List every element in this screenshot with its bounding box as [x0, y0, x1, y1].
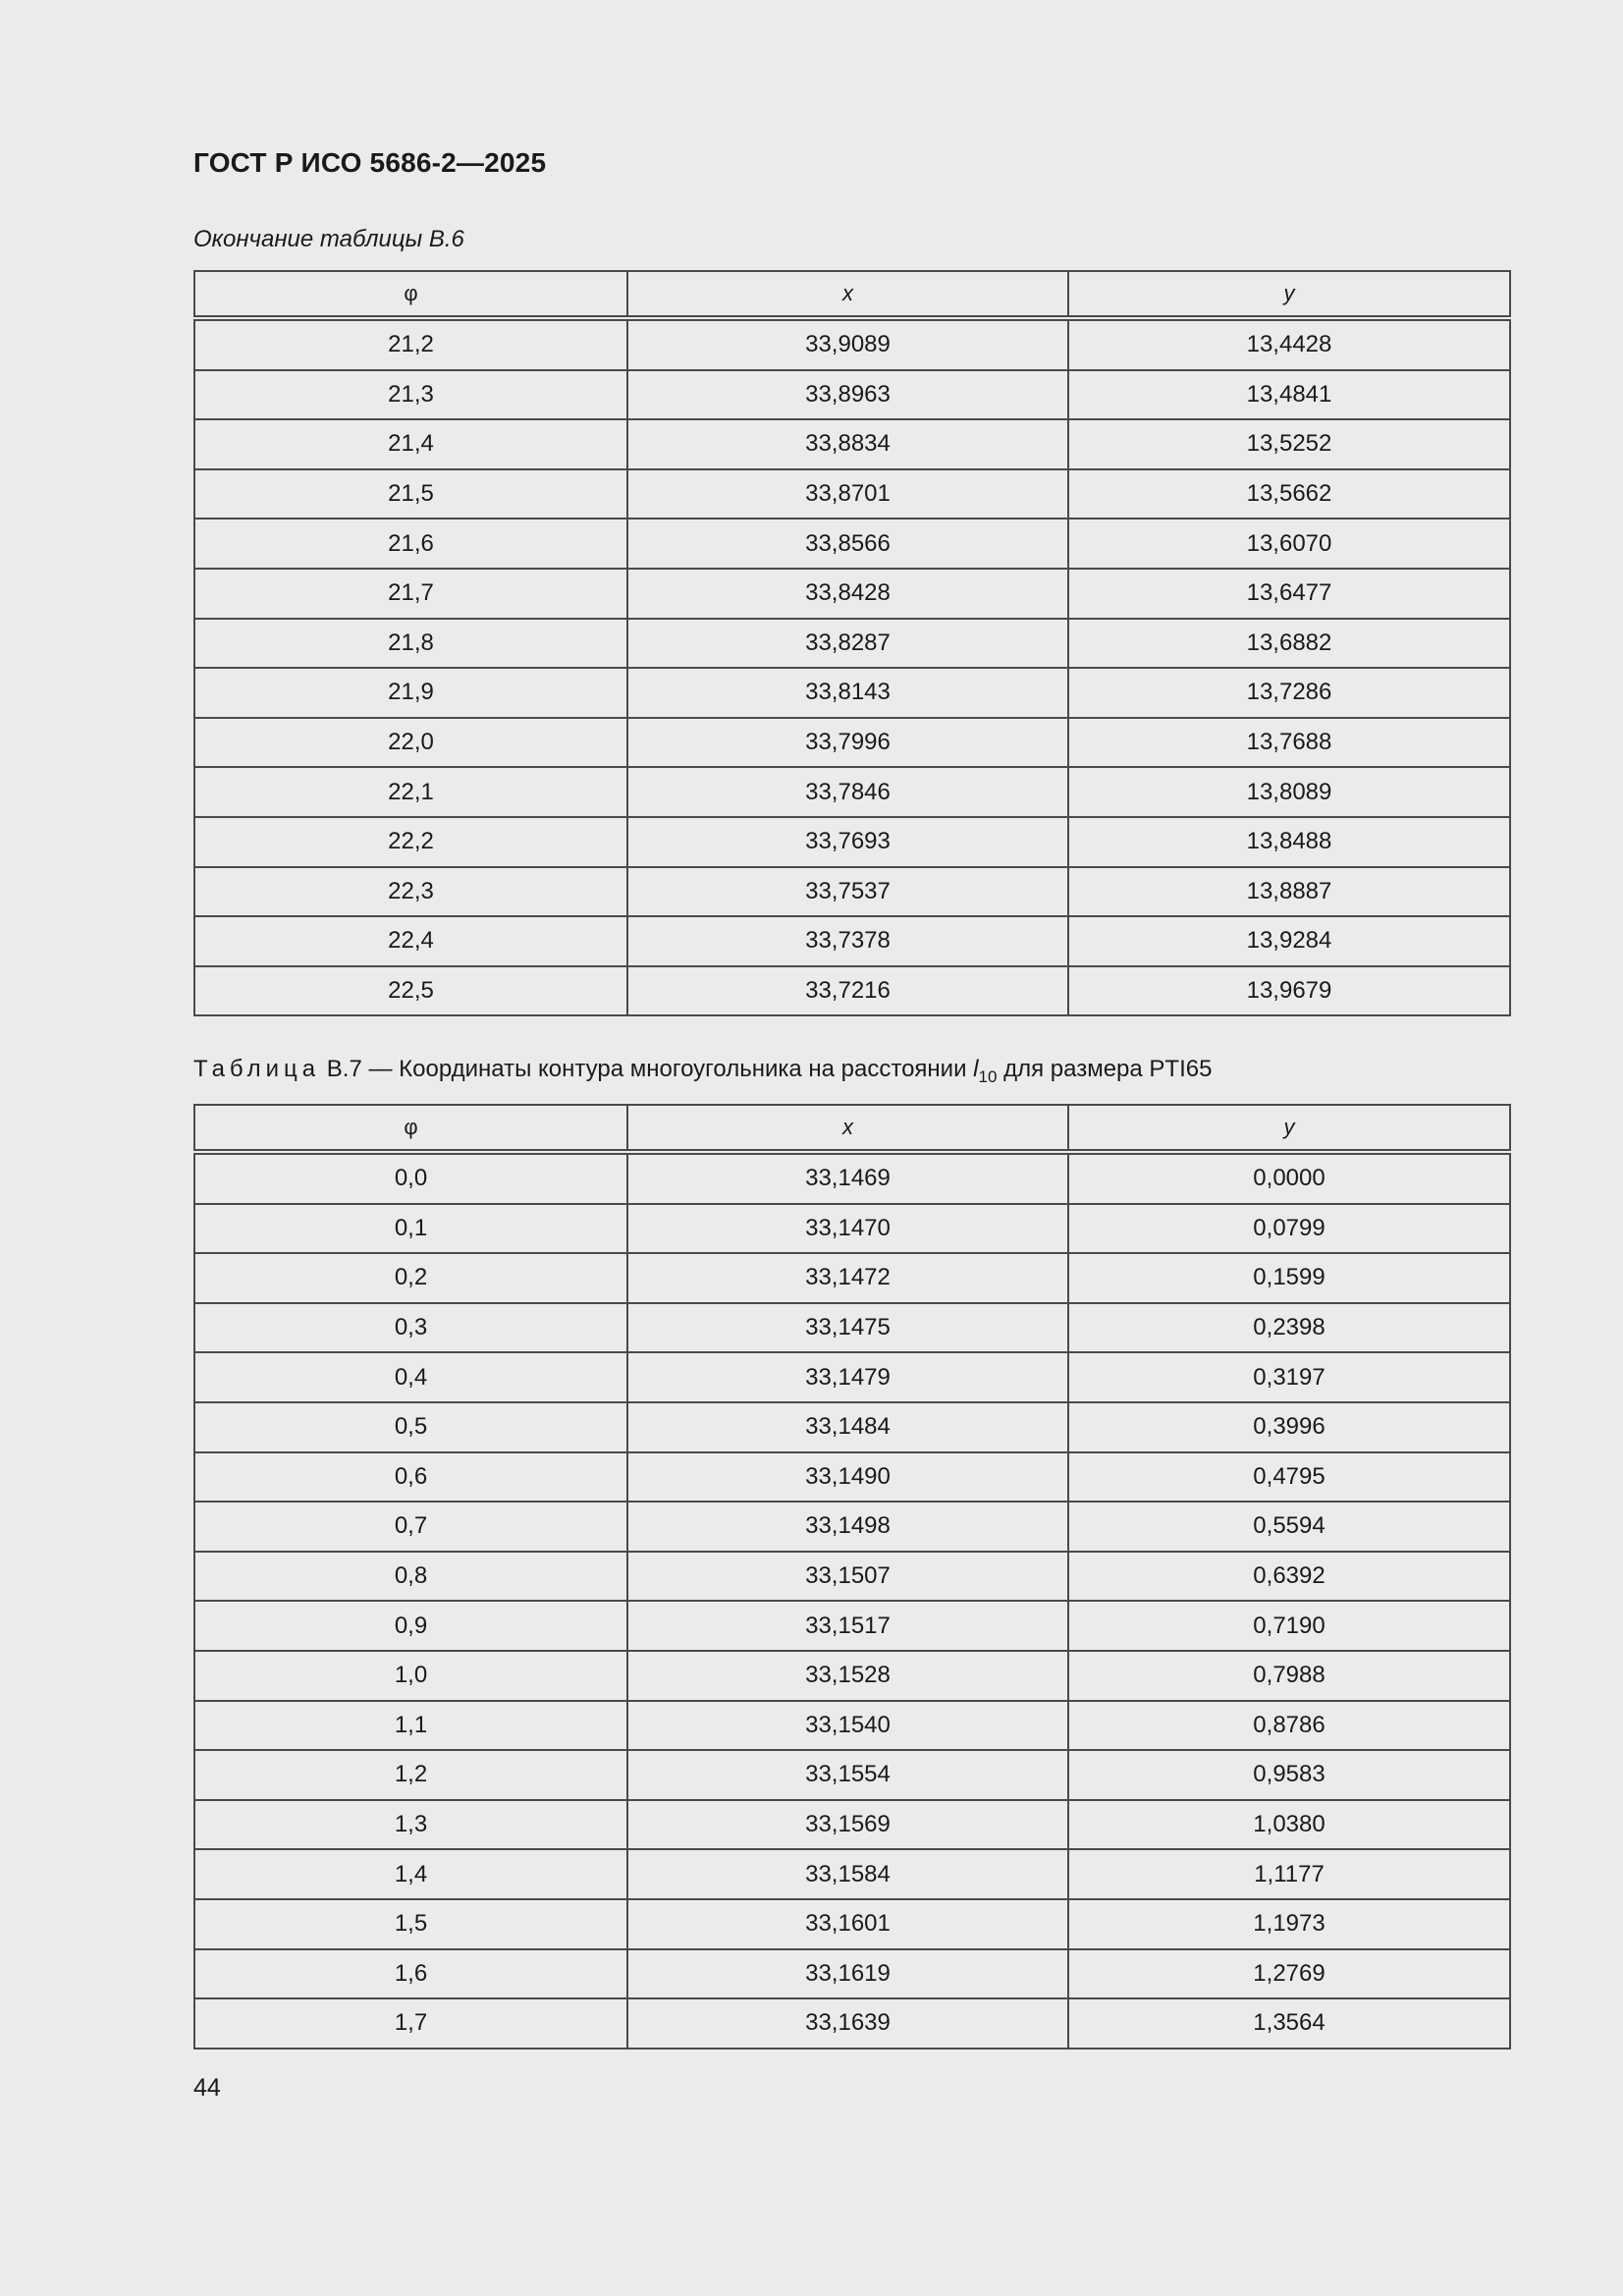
- column-header-phi: φ: [194, 1105, 627, 1152]
- cell-y: 13,7286: [1068, 668, 1510, 718]
- table-row: [194, 1651, 1510, 1701]
- cell-x: 33,7216: [627, 966, 1068, 1016]
- table-row: [194, 1750, 1510, 1800]
- cell-phi: 1,4: [194, 1849, 627, 1899]
- cell-x: 33,1619: [627, 1949, 1068, 1999]
- cell-x: 33,1554: [627, 1750, 1068, 1800]
- table-row: [194, 1303, 1510, 1353]
- cell-phi: 0,2: [194, 1253, 627, 1303]
- cell-x: 33,8701: [627, 469, 1068, 519]
- cell-phi: 1,1: [194, 1701, 627, 1751]
- page-number: 44: [193, 2074, 221, 2102]
- cell-x: 33,8566: [627, 519, 1068, 569]
- cell-x: 33,1472: [627, 1253, 1068, 1303]
- cell-y: 13,6070: [1068, 519, 1510, 569]
- cell-phi: 0,5: [194, 1402, 627, 1452]
- table-b6: [193, 270, 1511, 1016]
- cell-x: 33,1569: [627, 1800, 1068, 1850]
- cell-phi: 21,4: [194, 419, 627, 469]
- cell-phi: 0,3: [194, 1303, 627, 1353]
- table-row: [194, 1800, 1510, 1850]
- cell-y: 0,7988: [1068, 1651, 1510, 1701]
- table-row: [194, 916, 1510, 966]
- cell-phi: 1,2: [194, 1750, 627, 1800]
- cell-y: 13,5252: [1068, 419, 1510, 469]
- table-row: [194, 1402, 1510, 1452]
- cell-y: 1,1177: [1068, 1849, 1510, 1899]
- cell-x: 33,1601: [627, 1899, 1068, 1949]
- table-row: [194, 1899, 1510, 1949]
- table-row: [194, 1701, 1510, 1751]
- table-row: [194, 668, 1510, 718]
- cell-phi: 22,2: [194, 817, 627, 867]
- table-row: [194, 1452, 1510, 1503]
- table-row: [194, 519, 1510, 569]
- table-b7-caption: [193, 1056, 1212, 1087]
- table-row: [194, 469, 1510, 519]
- cell-x: 33,1517: [627, 1601, 1068, 1651]
- distance-subscript: 10: [978, 1066, 998, 1086]
- cell-phi: 1,6: [194, 1949, 627, 1999]
- cell-phi: 22,5: [194, 966, 627, 1016]
- cell-x: 33,7378: [627, 916, 1068, 966]
- cell-phi: 1,5: [194, 1899, 627, 1949]
- cell-y: 0,6392: [1068, 1552, 1510, 1602]
- table-title-end: для размера PTI65: [1003, 1056, 1213, 1082]
- cell-phi: 0,4: [194, 1352, 627, 1402]
- table-b7-body: [194, 1152, 1510, 2049]
- cell-phi: 21,7: [194, 569, 627, 619]
- table-row: [194, 1502, 1510, 1552]
- cell-x: 33,1498: [627, 1502, 1068, 1552]
- table-row: [194, 718, 1510, 768]
- cell-phi: 0,8: [194, 1552, 627, 1602]
- cell-x: 33,8143: [627, 668, 1068, 718]
- cell-y: 13,8488: [1068, 817, 1510, 867]
- table-row: [194, 867, 1510, 917]
- table-row: [194, 1949, 1510, 1999]
- table-header-row: [194, 1105, 1510, 1152]
- cell-phi: 21,9: [194, 668, 627, 718]
- cell-y: 13,5662: [1068, 469, 1510, 519]
- cell-x: 33,1469: [627, 1152, 1068, 1204]
- cell-phi: 1,0: [194, 1651, 627, 1701]
- table-row: [194, 767, 1510, 817]
- cell-y: 13,4841: [1068, 370, 1510, 420]
- column-header-x: x: [627, 271, 1068, 318]
- table-row: [194, 1601, 1510, 1651]
- cell-x: 33,1470: [627, 1204, 1068, 1254]
- column-header-y: y: [1068, 271, 1510, 318]
- cell-y: 0,4795: [1068, 1452, 1510, 1503]
- cell-y: 0,0000: [1068, 1152, 1510, 1204]
- distance-variable: l: [973, 1056, 979, 1082]
- cell-y: 0,0799: [1068, 1204, 1510, 1254]
- cell-phi: 1,3: [194, 1800, 627, 1850]
- table-label: Таблица: [193, 1056, 321, 1082]
- cell-x: 33,1507: [627, 1552, 1068, 1602]
- document-standard-id: ГОСТ Р ИСО 5686-2—2025: [193, 147, 547, 178]
- cell-y: 0,5594: [1068, 1502, 1510, 1552]
- cell-y: 0,2398: [1068, 1303, 1510, 1353]
- cell-x: 33,8287: [627, 619, 1068, 669]
- table-header-row: [194, 271, 1510, 318]
- table-row: [194, 1552, 1510, 1602]
- cell-phi: 22,1: [194, 767, 627, 817]
- table-row: [194, 569, 1510, 619]
- cell-y: 0,7190: [1068, 1601, 1510, 1651]
- cell-phi: 0,6: [194, 1452, 627, 1503]
- cell-y: 0,1599: [1068, 1253, 1510, 1303]
- cell-y: 0,9583: [1068, 1750, 1510, 1800]
- cell-phi: 1,7: [194, 1998, 627, 2049]
- cell-y: 0,8786: [1068, 1701, 1510, 1751]
- cell-y: 1,3564: [1068, 1998, 1510, 2049]
- cell-y: 13,7688: [1068, 718, 1510, 768]
- table-row: [194, 1152, 1510, 1204]
- table-row: [194, 1849, 1510, 1899]
- cell-x: 33,1584: [627, 1849, 1068, 1899]
- cell-phi: 21,6: [194, 519, 627, 569]
- cell-x: 33,1528: [627, 1651, 1068, 1701]
- cell-y: 13,8089: [1068, 767, 1510, 817]
- cell-y: 1,2769: [1068, 1949, 1510, 1999]
- table-b7: [193, 1104, 1511, 2050]
- cell-x: 33,9089: [627, 318, 1068, 370]
- cell-y: 13,8887: [1068, 867, 1510, 917]
- cell-x: 33,1639: [627, 1998, 1068, 2049]
- table-b6-caption: Окончание таблицы В.6: [193, 226, 464, 252]
- cell-phi: 21,5: [194, 469, 627, 519]
- cell-x: 33,7693: [627, 817, 1068, 867]
- table-row: [194, 318, 1510, 370]
- cell-y: 1,1973: [1068, 1899, 1510, 1949]
- cell-phi: 0,0: [194, 1152, 627, 1204]
- table-row: [194, 1998, 1510, 2049]
- table-row: [194, 966, 1510, 1016]
- cell-phi: 21,8: [194, 619, 627, 669]
- cell-x: 33,1479: [627, 1352, 1068, 1402]
- cell-y: 13,6882: [1068, 619, 1510, 669]
- cell-x: 33,8834: [627, 419, 1068, 469]
- cell-phi: 0,1: [194, 1204, 627, 1254]
- table-row: [194, 1352, 1510, 1402]
- cell-x: 33,1475: [627, 1303, 1068, 1353]
- cell-x: 33,7846: [627, 767, 1068, 817]
- cell-y: 0,3996: [1068, 1402, 1510, 1452]
- cell-x: 33,7537: [627, 867, 1068, 917]
- cell-phi: 0,7: [194, 1502, 627, 1552]
- cell-x: 33,8963: [627, 370, 1068, 420]
- cell-phi: 21,2: [194, 318, 627, 370]
- cell-x: 33,1540: [627, 1701, 1068, 1751]
- cell-y: 0,3197: [1068, 1352, 1510, 1402]
- table-row: [194, 419, 1510, 469]
- table-title-start: В.7 — Координаты контура многоугольника на расстоянии: [326, 1056, 967, 1082]
- cell-phi: 0,9: [194, 1601, 627, 1651]
- cell-phi: 22,0: [194, 718, 627, 768]
- column-header-x: x: [627, 1105, 1068, 1152]
- column-header-y: y: [1068, 1105, 1510, 1152]
- cell-x: 33,8428: [627, 569, 1068, 619]
- cell-x: 33,1484: [627, 1402, 1068, 1452]
- table-row: [194, 619, 1510, 669]
- column-header-phi: φ: [194, 271, 627, 318]
- table-b6-body: [194, 318, 1510, 1015]
- table-row: [194, 1253, 1510, 1303]
- cell-y: 13,4428: [1068, 318, 1510, 370]
- cell-y: 13,9284: [1068, 916, 1510, 966]
- cell-phi: 21,3: [194, 370, 627, 420]
- cell-x: 33,1490: [627, 1452, 1068, 1503]
- table-row: [194, 817, 1510, 867]
- cell-y: 1,0380: [1068, 1800, 1510, 1850]
- cell-y: 13,9679: [1068, 966, 1510, 1016]
- table-row: [194, 1204, 1510, 1254]
- table-row: [194, 370, 1510, 420]
- cell-x: 33,7996: [627, 718, 1068, 768]
- cell-phi: 22,4: [194, 916, 627, 966]
- cell-y: 13,6477: [1068, 569, 1510, 619]
- cell-phi: 22,3: [194, 867, 627, 917]
